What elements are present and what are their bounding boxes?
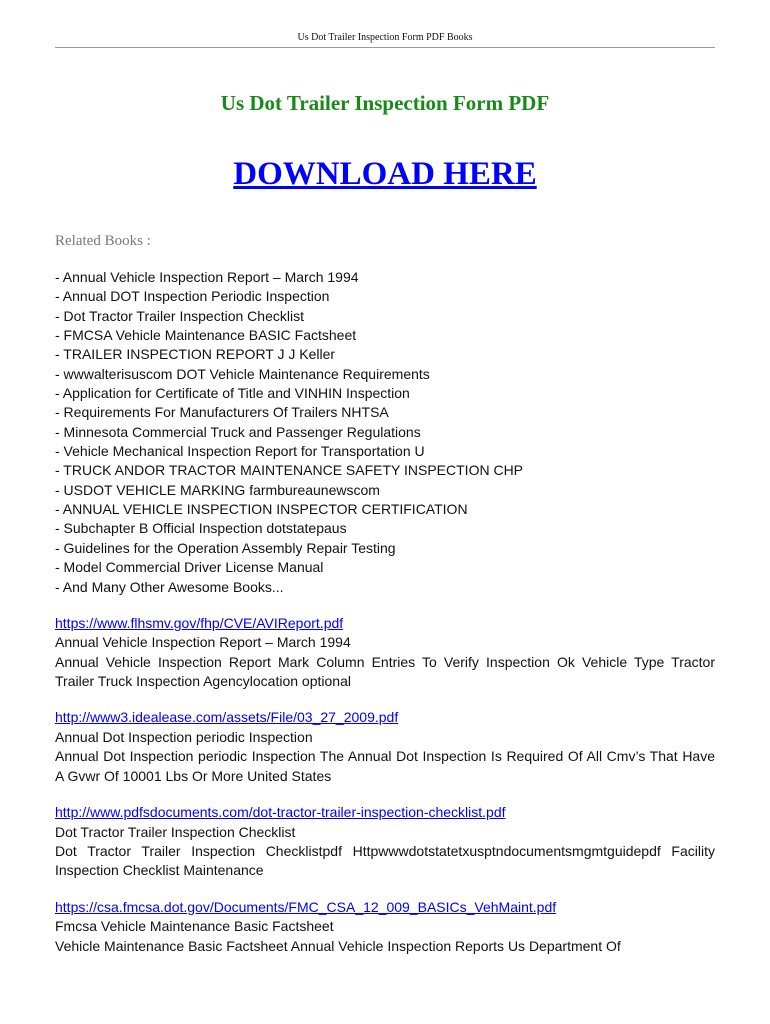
entry-description: Vehicle Maintenance Basic Factsheet Annual Vehicle Inspection Reports Us Department Of	[55, 937, 621, 954]
related-book-item: - Application for Certificate of Title and VINHIN Inspection	[55, 385, 410, 402]
entry-description: Annual Vehicle Inspection Report Mark Column Entries To Verify Inspection Ok Vehicle Type Tractor Trailer Truck Inspection Agencylocation optional	[55, 653, 715, 690]
entry-url-link[interactable]: http://www3.idealease.com/assets/File/03_27_2009.pdf	[55, 709, 399, 726]
related-book-item: - FMCSA Vehicle Maintenance BASIC Factsheet	[55, 327, 357, 344]
entry-title: Fmcsa Vehicle Maintenance Basic Factsheet	[55, 918, 334, 935]
document-content	[55, 268, 715, 956]
related-book-item: - Annual DOT Inspection Periodic Inspection	[55, 288, 330, 305]
download-link[interactable]: DOWNLOAD HERE	[233, 156, 537, 192]
related-book-item: - Requirements For Manufacturers Of Trailers NHTSA	[55, 404, 389, 421]
entry-title: Annual Dot Inspection periodic Inspection	[55, 728, 313, 745]
related-book-item: - And Many Other Awesome Books...	[55, 578, 284, 595]
entry-url-link[interactable]: https://www.flhsmv.gov/fhp/CVE/AVIReport.pdf	[55, 614, 344, 631]
entry-url-link[interactable]: https://csa.fmcsa.dot.gov/Documents/FMC_CSA_12_009_BASICs_VehMaint.pdf	[55, 898, 557, 915]
book-entry	[55, 898, 715, 956]
entry-description: Annual Dot Inspection periodic Inspection The Annual Dot Inspection Is Required Of All Cmv’s That Have A Gvwr Of 10001 Lbs Or More United States	[55, 748, 715, 784]
header-divider	[55, 47, 715, 48]
related-book-item: - ANNUAL VEHICLE INSPECTION INSPECTOR CERTIFICATION	[55, 501, 468, 518]
entry-title: Annual Vehicle Inspection Report – March 1994	[55, 634, 351, 651]
book-entry	[55, 708, 715, 786]
related-books-heading: Related Books :	[55, 233, 151, 249]
related-book-item: - Annual Vehicle Inspection Report – March 1994	[55, 269, 359, 285]
running-header: Us Dot Trailer Inspection Form PDF Books	[297, 32, 473, 43]
related-book-item: - Minnesota Commercial Truck and Passenger Regulations	[55, 423, 421, 440]
related-book-item: - Model Commercial Driver License Manual	[55, 559, 324, 576]
related-book-item: - USDOT VEHICLE MARKING farmbureaunewscom	[55, 481, 380, 498]
related-book-item: - Dot Tractor Trailer Inspection Checklist	[55, 307, 304, 324]
entry-description: Dot Tractor Trailer Inspection Checklistpdf Httpwwwdotstatetxusptndocumentsmgmtguidepdf Facility Inspection Checklist Maintenance	[55, 842, 715, 879]
entry-url-link[interactable]: http://www.pdfsdocuments.com/dot-tractor-trailer-inspection-checklist.pdf	[55, 804, 506, 821]
related-book-item: - Subchapter B Official Inspection dotstatepaus	[55, 520, 347, 537]
book-entry	[55, 803, 715, 881]
document-title: Us Dot Trailer Inspection Form PDF	[220, 91, 550, 115]
related-book-item: - wwwalterisuscom DOT Vehicle Maintenance Requirements	[55, 365, 430, 382]
related-books-list	[55, 268, 715, 597]
entry-title: Dot Tractor Trailer Inspection Checklist	[55, 823, 296, 840]
book-entry	[55, 614, 715, 692]
related-book-item: - Guidelines for the Operation Assembly Repair Testing	[55, 539, 396, 556]
related-book-item: - TRAILER INSPECTION REPORT J J Keller	[55, 346, 336, 363]
related-book-item: - Vehicle Mechanical Inspection Report for Transportation U	[55, 443, 425, 460]
related-book-item: - TRUCK ANDOR TRACTOR MAINTENANCE SAFETY INSPECTION CHP	[55, 462, 524, 479]
